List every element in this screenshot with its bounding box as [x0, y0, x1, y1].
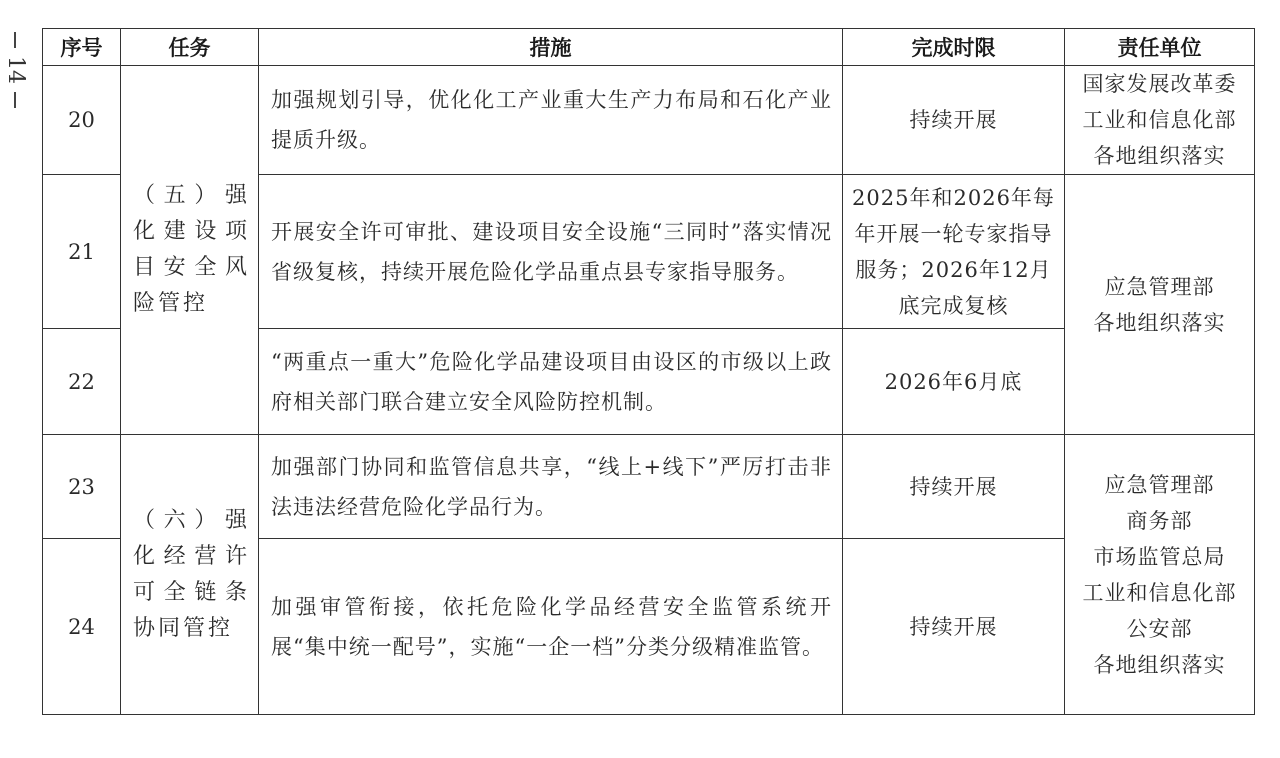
measure-cell: “两重点一重大”危险化学品建设项目由设区的市级以上政府相关部门联合建立安全风险防控机制。	[259, 329, 843, 435]
table-header-row	[43, 29, 1255, 66]
row-number: 24	[43, 539, 121, 715]
page-number	[4, 30, 26, 130]
deadline-cell: 持续开展	[843, 435, 1065, 539]
unit-cell	[1065, 66, 1255, 175]
task-table	[42, 28, 1255, 715]
unit-line: 商务部	[1126, 508, 1193, 533]
measure-cell: 加强部门协同和监管信息共享，“线上+线下”严厉打击非法违法经营危险化学品行为。	[259, 435, 843, 539]
row-number: 23	[43, 435, 121, 539]
row-number: 20	[43, 66, 121, 175]
header-num: 序号	[43, 29, 121, 66]
unit-line: 市场监管总局	[1093, 544, 1226, 569]
task-cell: （六）强化经营许可全链条协同管控	[121, 435, 259, 715]
unit-line: 工业和信息化部	[1082, 108, 1237, 132]
header-measure: 措施	[259, 29, 843, 66]
unit-line: 各地组织落实	[1093, 310, 1226, 335]
header-task: 任务	[121, 29, 259, 66]
deadline-cell: 持续开展	[843, 539, 1065, 715]
page-number-dash-top	[14, 32, 16, 48]
task-cell: （五）强化建设项目安全风险管控	[121, 66, 259, 435]
unit-line: 工业和信息化部	[1082, 580, 1237, 605]
measure-cell: 开展安全许可审批、建设项目安全设施“三同时”落实情况省级复核，持续开展危险化学品重点县专家指导服务。	[259, 175, 843, 329]
row-number: 21	[43, 175, 121, 329]
unit-cell	[1065, 435, 1255, 715]
page-number-dash-bottom	[14, 92, 16, 108]
measure-cell: 加强规划引导，优化化工产业重大生产力布局和石化产业提质升级。	[259, 66, 843, 175]
unit-line: 公安部	[1126, 616, 1193, 641]
header-deadline: 完成时限	[843, 29, 1065, 66]
page-number-value: 14	[3, 56, 28, 84]
unit-line: 各地组织落实	[1093, 652, 1226, 677]
table-row	[43, 66, 1255, 175]
deadline-cell: 持续开展	[843, 66, 1065, 175]
table-row	[43, 435, 1255, 539]
measure-cell: 加强审管衔接，依托危险化学品经营安全监管系统开展“集中统一配号”，实施“一企一档”分类分级精准监管。	[259, 539, 843, 715]
row-number: 22	[43, 329, 121, 435]
unit-line: 国家发展改革委	[1082, 72, 1237, 96]
unit-cell	[1065, 175, 1255, 435]
unit-line: 应急管理部	[1104, 472, 1215, 497]
deadline-cell: 2026年6月底	[843, 329, 1065, 435]
deadline-cell: 2025年和2026年每年开展一轮专家指导服务；2026年12月底完成复核	[843, 175, 1065, 329]
header-unit: 责任单位	[1065, 29, 1255, 66]
unit-line: 各地组织落实	[1093, 144, 1226, 168]
unit-line: 应急管理部	[1104, 274, 1215, 299]
